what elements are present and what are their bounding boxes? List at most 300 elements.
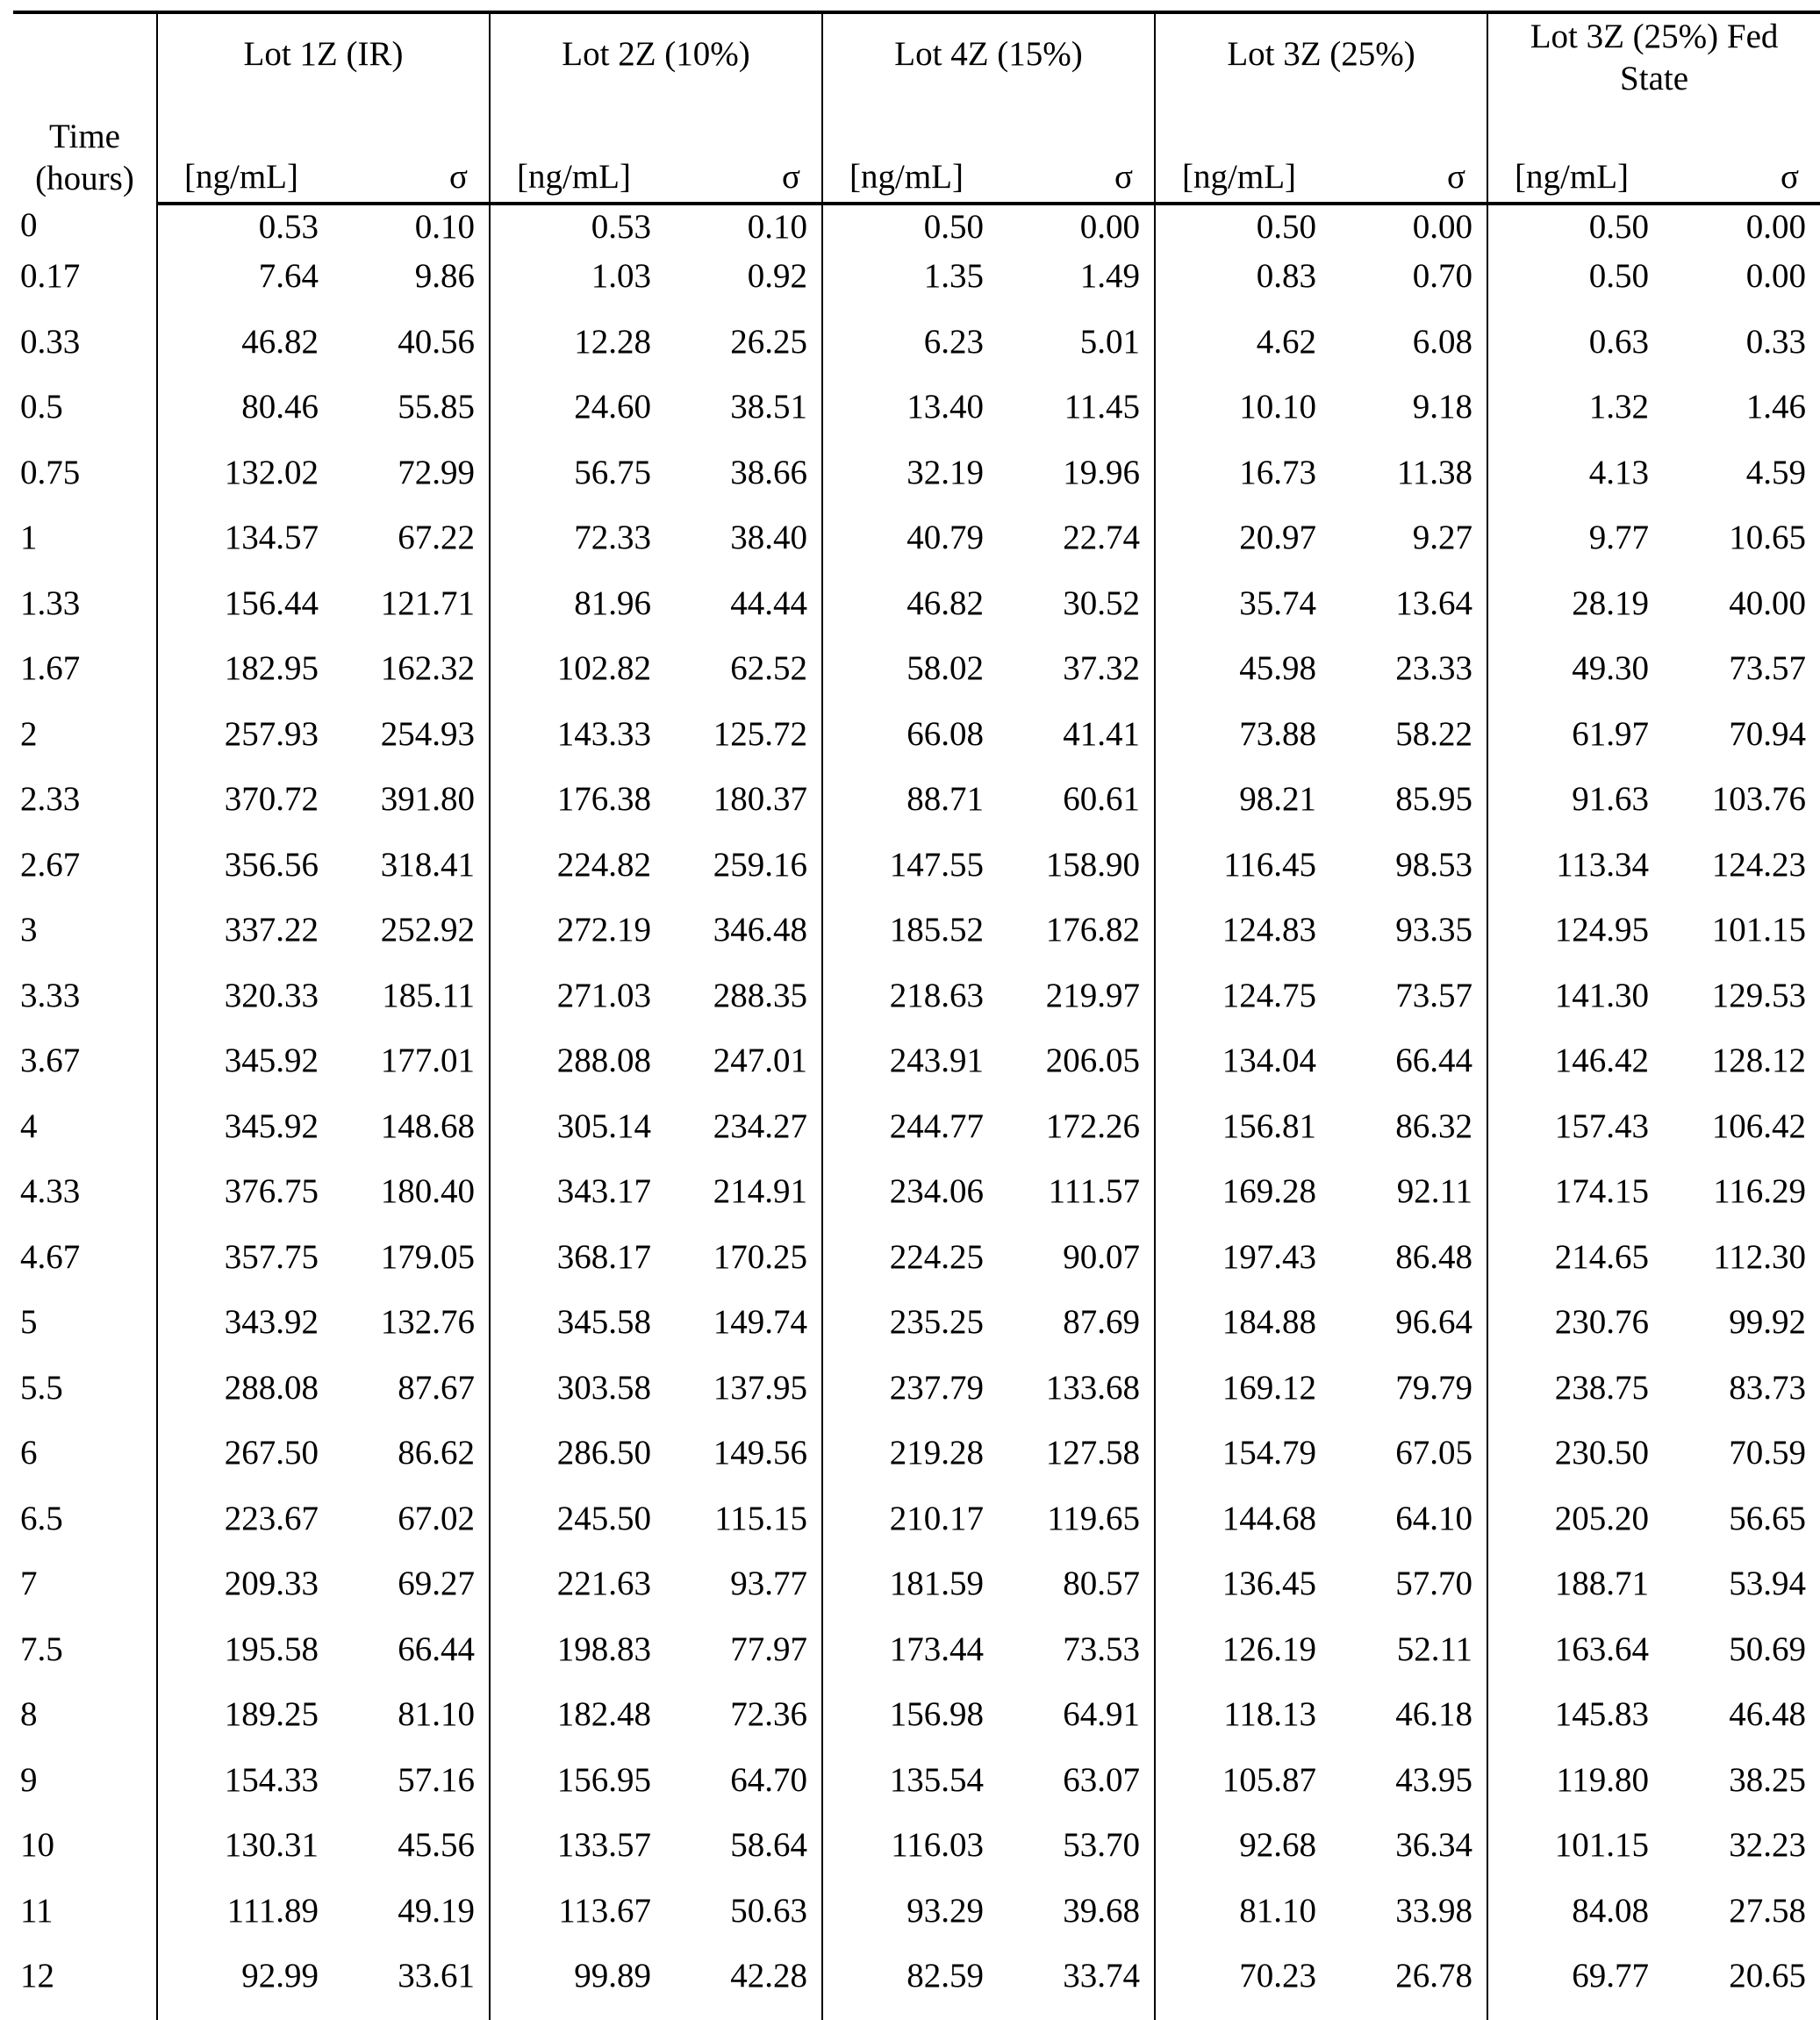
sigma-cell: 38.40: [665, 516, 822, 582]
concentration-cell: 116.03: [822, 1823, 998, 1889]
sigma-cell: 149.74: [665, 1300, 822, 1366]
concentration-cell: 156.95: [490, 1759, 665, 1824]
sigma-header: σ: [665, 156, 822, 204]
sigma-cell: 86.32: [1330, 1105, 1487, 1171]
sigma-cell: 4.59: [1663, 451, 1820, 517]
sigma-cell: 66.44: [1330, 1039, 1487, 1105]
concentration-cell: 82.59: [822, 1954, 998, 2020]
concentration-cell: 61.97: [1487, 713, 1663, 778]
concentration-cell: 197.43: [1155, 1236, 1330, 1301]
sigma-cell: 176.82: [998, 908, 1155, 974]
concentration-cell: 56.75: [490, 451, 665, 517]
sigma-cell: 38.66: [665, 451, 822, 517]
sigma-cell: 63.07: [998, 1759, 1155, 1824]
concentration-cell: 184.88: [1155, 1300, 1330, 1366]
time-cell: 0.75: [13, 451, 157, 517]
sigma-cell: 124.23: [1663, 843, 1820, 909]
concentration-cell: 101.15: [1487, 1823, 1663, 1889]
concentration-cell: 173.44: [822, 1628, 998, 1694]
concentration-cell: 219.28: [822, 1431, 998, 1497]
table-row: [13, 974, 1820, 1040]
concentration-cell: 224.82: [490, 843, 665, 909]
sigma-cell: 67.05: [1330, 1431, 1487, 1497]
concentration-cell: 234.06: [822, 1170, 998, 1236]
concentration-cell: 0.53: [490, 204, 665, 254]
sigma-cell: 42.28: [665, 1954, 822, 2020]
sigma-cell: 33.61: [333, 1954, 490, 2020]
time-cell: 1: [13, 516, 157, 582]
table-row: [13, 516, 1820, 582]
concentration-unit-header: [ng/mL]: [157, 156, 333, 204]
concentration-cell: 224.25: [822, 1236, 998, 1301]
sigma-cell: 67.22: [333, 516, 490, 582]
time-cell: 0: [13, 204, 157, 254]
sigma-cell: 45.56: [333, 1823, 490, 1889]
concentration-cell: 69.77: [1487, 1954, 1663, 2020]
sigma-cell: 99.92: [1663, 1300, 1820, 1366]
table-row: [13, 1431, 1820, 1497]
concentration-cell: 113.67: [490, 1889, 665, 1955]
sigma-cell: 60.61: [998, 777, 1155, 843]
sigma-cell: 90.07: [998, 1236, 1155, 1301]
sigma-cell: 158.90: [998, 843, 1155, 909]
lot-header: Lot 4Z (15%): [822, 12, 1155, 156]
concentration-cell: 92.99: [157, 1954, 333, 2020]
concentration-cell: 154.79: [1155, 1431, 1330, 1497]
sigma-cell: 77.97: [665, 1628, 822, 1694]
sigma-cell: 0.10: [665, 204, 822, 254]
sigma-cell: 1.46: [1663, 385, 1820, 451]
concentration-cell: 288.08: [157, 1366, 333, 1432]
concentration-cell: 99.89: [490, 1954, 665, 2020]
sigma-cell: 46.18: [1330, 1693, 1487, 1759]
concentration-cell: 133.57: [490, 1823, 665, 1889]
sigma-cell: 46.48: [1663, 1693, 1820, 1759]
sigma-cell: 53.94: [1663, 1562, 1820, 1628]
time-cell: 11: [13, 1889, 157, 1955]
concentration-cell: 244.77: [822, 1105, 998, 1171]
concentration-cell: 356.56: [157, 843, 333, 909]
concentration-cell: 20.97: [1155, 516, 1330, 582]
pharmacokinetic-data-table: [13, 11, 1820, 2020]
table-row: [13, 1105, 1820, 1171]
sigma-cell: 73.57: [1330, 974, 1487, 1040]
concentration-cell: 188.71: [1487, 1562, 1663, 1628]
time-cell: 10: [13, 1823, 157, 1889]
time-cell: 2.67: [13, 843, 157, 909]
concentration-cell: 156.98: [822, 1693, 998, 1759]
concentration-cell: 303.58: [490, 1366, 665, 1432]
sigma-cell: 69.27: [333, 1562, 490, 1628]
time-header: Time (hours): [13, 12, 157, 204]
sigma-cell: 172.26: [998, 1105, 1155, 1171]
table-row: [13, 647, 1820, 713]
sigma-cell: 92.11: [1330, 1170, 1487, 1236]
sigma-cell: 52.11: [1330, 1628, 1487, 1694]
concentration-cell: 210.17: [822, 1497, 998, 1563]
sigma-cell: 10.65: [1663, 516, 1820, 582]
concentration-cell: 135.54: [822, 1759, 998, 1824]
sigma-cell: 132.76: [333, 1300, 490, 1366]
table-row: [13, 1300, 1820, 1366]
table-row: [13, 777, 1820, 843]
table-body: [13, 204, 1820, 2020]
sigma-cell: 101.15: [1663, 908, 1820, 974]
sigma-cell: 86.48: [1330, 1236, 1487, 1301]
sigma-cell: 129.53: [1663, 974, 1820, 1040]
sigma-cell: 116.29: [1663, 1170, 1820, 1236]
sigma-cell: 26.78: [1330, 1954, 1487, 2020]
concentration-cell: 80.46: [157, 385, 333, 451]
sigma-cell: 11.45: [998, 385, 1155, 451]
concentration-cell: 0.50: [822, 204, 998, 254]
sigma-cell: 219.97: [998, 974, 1155, 1040]
sigma-cell: 9.86: [333, 254, 490, 320]
sigma-cell: 0.00: [1663, 204, 1820, 254]
table-row: [13, 1170, 1820, 1236]
sigma-cell: 214.91: [665, 1170, 822, 1236]
table-row: [13, 1823, 1820, 1889]
concentration-cell: 143.33: [490, 713, 665, 778]
sigma-cell: 0.10: [333, 204, 490, 254]
sigma-cell: 70.59: [1663, 1431, 1820, 1497]
concentration-cell: 45.98: [1155, 647, 1330, 713]
concentration-cell: 126.19: [1155, 1628, 1330, 1694]
concentration-cell: 345.92: [157, 1105, 333, 1171]
sigma-cell: 0.33: [1663, 320, 1820, 386]
time-cell: 3.33: [13, 974, 157, 1040]
concentration-cell: 124.95: [1487, 908, 1663, 974]
sigma-cell: 125.72: [665, 713, 822, 778]
sigma-cell: 346.48: [665, 908, 822, 974]
sigma-cell: 133.68: [998, 1366, 1155, 1432]
sigma-cell: 111.57: [998, 1170, 1155, 1236]
time-cell: 7: [13, 1562, 157, 1628]
sigma-cell: 112.30: [1663, 1236, 1820, 1301]
sigma-cell: 13.64: [1330, 582, 1487, 648]
concentration-cell: 320.33: [157, 974, 333, 1040]
sigma-cell: 1.49: [998, 254, 1155, 320]
concentration-cell: 1.03: [490, 254, 665, 320]
sigma-cell: 93.77: [665, 1562, 822, 1628]
concentration-cell: 12.28: [490, 320, 665, 386]
time-cell: 1.67: [13, 647, 157, 713]
concentration-cell: 195.58: [157, 1628, 333, 1694]
concentration-cell: 134.57: [157, 516, 333, 582]
concentration-cell: 28.19: [1487, 582, 1663, 648]
time-cell: 3: [13, 908, 157, 974]
concentration-unit-header: [ng/mL]: [1487, 156, 1663, 204]
concentration-cell: 182.95: [157, 647, 333, 713]
sigma-cell: 22.74: [998, 516, 1155, 582]
sigma-cell: 318.41: [333, 843, 490, 909]
lot-header: Lot 2Z (10%): [490, 12, 822, 156]
sigma-cell: 127.58: [998, 1431, 1155, 1497]
sigma-cell: 93.35: [1330, 908, 1487, 974]
sigma-cell: 252.92: [333, 908, 490, 974]
table-row: [13, 1236, 1820, 1301]
concentration-cell: 0.50: [1487, 254, 1663, 320]
sigma-cell: 98.53: [1330, 843, 1487, 909]
sigma-cell: 37.32: [998, 647, 1155, 713]
concentration-cell: 118.13: [1155, 1693, 1330, 1759]
concentration-cell: 272.19: [490, 908, 665, 974]
sigma-cell: 83.73: [1663, 1366, 1820, 1432]
concentration-cell: 147.55: [822, 843, 998, 909]
concentration-cell: 343.92: [157, 1300, 333, 1366]
table-row: [13, 320, 1820, 386]
sigma-cell: 33.74: [998, 1954, 1155, 2020]
sigma-cell: 0.92: [665, 254, 822, 320]
concentration-cell: 0.53: [157, 204, 333, 254]
sigma-cell: 58.64: [665, 1823, 822, 1889]
sigma-cell: 66.44: [333, 1628, 490, 1694]
concentration-cell: 7.64: [157, 254, 333, 320]
concentration-cell: 189.25: [157, 1693, 333, 1759]
sigma-cell: 79.79: [1330, 1366, 1487, 1432]
concentration-cell: 146.42: [1487, 1039, 1663, 1105]
sigma-cell: 85.95: [1330, 777, 1487, 843]
time-cell: 9: [13, 1759, 157, 1824]
sigma-cell: 32.23: [1663, 1823, 1820, 1889]
sigma-cell: 137.95: [665, 1366, 822, 1432]
time-cell: 0.17: [13, 254, 157, 320]
sigma-cell: 254.93: [333, 713, 490, 778]
sigma-cell: 41.41: [998, 713, 1155, 778]
concentration-cell: 288.08: [490, 1039, 665, 1105]
sigma-cell: 57.16: [333, 1759, 490, 1824]
sigma-cell: 64.91: [998, 1693, 1155, 1759]
sigma-cell: 96.64: [1330, 1300, 1487, 1366]
concentration-cell: 124.83: [1155, 908, 1330, 974]
table-row: [13, 451, 1820, 517]
sigma-cell: 64.10: [1330, 1497, 1487, 1563]
sigma-cell: 40.00: [1663, 582, 1820, 648]
concentration-cell: 368.17: [490, 1236, 665, 1301]
sigma-cell: 20.65: [1663, 1954, 1820, 2020]
sigma-cell: 9.18: [1330, 385, 1487, 451]
sigma-cell: 39.68: [998, 1889, 1155, 1955]
sigma-cell: 44.44: [665, 582, 822, 648]
concentration-cell: 257.93: [157, 713, 333, 778]
concentration-cell: 271.03: [490, 974, 665, 1040]
sigma-cell: 27.58: [1663, 1889, 1820, 1955]
sigma-cell: 38.51: [665, 385, 822, 451]
concentration-cell: 185.52: [822, 908, 998, 974]
sigma-cell: 81.10: [333, 1693, 490, 1759]
concentration-cell: 174.15: [1487, 1170, 1663, 1236]
concentration-cell: 0.63: [1487, 320, 1663, 386]
concentration-cell: 124.75: [1155, 974, 1330, 1040]
header-row-lots: [13, 12, 1820, 156]
table-row: [13, 254, 1820, 320]
concentration-cell: 81.96: [490, 582, 665, 648]
concentration-cell: 91.63: [1487, 777, 1663, 843]
sigma-cell: 170.25: [665, 1236, 822, 1301]
sigma-cell: 72.99: [333, 451, 490, 517]
concentration-cell: 113.34: [1487, 843, 1663, 909]
time-cell: 6.5: [13, 1497, 157, 1563]
sigma-cell: 177.01: [333, 1039, 490, 1105]
sigma-header: σ: [1663, 156, 1820, 204]
concentration-cell: 205.20: [1487, 1497, 1663, 1563]
table-row: [13, 843, 1820, 909]
table-row: [13, 582, 1820, 648]
concentration-cell: 230.50: [1487, 1431, 1663, 1497]
table-row: [13, 385, 1820, 451]
table-row: [13, 1628, 1820, 1694]
sigma-cell: 119.65: [998, 1497, 1155, 1563]
sigma-cell: 67.02: [333, 1497, 490, 1563]
time-cell: 3.67: [13, 1039, 157, 1105]
sigma-cell: 103.76: [1663, 777, 1820, 843]
sigma-cell: 38.25: [1663, 1759, 1820, 1824]
lot-header: Lot 1Z (IR): [157, 12, 490, 156]
concentration-cell: 230.76: [1487, 1300, 1663, 1366]
table-row: [13, 1889, 1820, 1955]
concentration-cell: 24.60: [490, 385, 665, 451]
concentration-cell: 1.32: [1487, 385, 1663, 451]
concentration-cell: 156.81: [1155, 1105, 1330, 1171]
sigma-cell: 115.15: [665, 1497, 822, 1563]
table-row: [13, 1693, 1820, 1759]
concentration-cell: 218.63: [822, 974, 998, 1040]
concentration-cell: 169.12: [1155, 1366, 1330, 1432]
concentration-cell: 46.82: [157, 320, 333, 386]
concentration-cell: 345.58: [490, 1300, 665, 1366]
concentration-cell: 163.64: [1487, 1628, 1663, 1694]
sigma-cell: 179.05: [333, 1236, 490, 1301]
concentration-cell: 237.79: [822, 1366, 998, 1432]
time-cell: 4.33: [13, 1170, 157, 1236]
concentration-cell: 81.10: [1155, 1889, 1330, 1955]
concentration-cell: 169.28: [1155, 1170, 1330, 1236]
concentration-cell: 337.22: [157, 908, 333, 974]
sigma-cell: 80.57: [998, 1562, 1155, 1628]
sigma-cell: 288.35: [665, 974, 822, 1040]
sigma-cell: 50.63: [665, 1889, 822, 1955]
concentration-cell: 1.35: [822, 254, 998, 320]
sigma-cell: 49.19: [333, 1889, 490, 1955]
sigma-cell: 259.16: [665, 843, 822, 909]
sigma-cell: 180.37: [665, 777, 822, 843]
sigma-cell: 87.69: [998, 1300, 1155, 1366]
concentration-cell: 243.91: [822, 1039, 998, 1105]
table-row: [13, 1759, 1820, 1824]
sigma-header: σ: [333, 156, 490, 204]
sigma-cell: 0.00: [1330, 204, 1487, 254]
concentration-cell: 144.68: [1155, 1497, 1330, 1563]
concentration-cell: 49.30: [1487, 647, 1663, 713]
sigma-cell: 148.68: [333, 1105, 490, 1171]
table-row: [13, 204, 1820, 254]
sigma-cell: 72.36: [665, 1693, 822, 1759]
concentration-cell: 35.74: [1155, 582, 1330, 648]
sigma-cell: 162.32: [333, 647, 490, 713]
concentration-cell: 4.13: [1487, 451, 1663, 517]
concentration-cell: 132.02: [157, 451, 333, 517]
concentration-cell: 157.43: [1487, 1105, 1663, 1171]
sigma-cell: 128.12: [1663, 1039, 1820, 1105]
concentration-cell: 136.45: [1155, 1562, 1330, 1628]
sigma-cell: 53.70: [998, 1823, 1155, 1889]
sigma-cell: 36.34: [1330, 1823, 1487, 1889]
sigma-cell: 391.80: [333, 777, 490, 843]
sigma-cell: 149.56: [665, 1431, 822, 1497]
time-cell: 4: [13, 1105, 157, 1171]
concentration-cell: 98.21: [1155, 777, 1330, 843]
concentration-cell: 267.50: [157, 1431, 333, 1497]
table-row: [13, 1562, 1820, 1628]
concentration-cell: 0.83: [1155, 254, 1330, 320]
lot-header: Lot 3Z (25%) Fed State: [1487, 12, 1820, 156]
table-row: [13, 1366, 1820, 1432]
time-cell: 12: [13, 1954, 157, 2020]
lot-header: Lot 3Z (25%): [1155, 12, 1487, 156]
sigma-cell: 43.95: [1330, 1759, 1487, 1824]
time-cell: 5: [13, 1300, 157, 1366]
concentration-cell: 72.33: [490, 516, 665, 582]
sigma-cell: 185.11: [333, 974, 490, 1040]
concentration-cell: 102.82: [490, 647, 665, 713]
concentration-cell: 66.08: [822, 713, 998, 778]
concentration-cell: 182.48: [490, 1693, 665, 1759]
sigma-cell: 206.05: [998, 1039, 1155, 1105]
sigma-cell: 234.27: [665, 1105, 822, 1171]
concentration-cell: 70.23: [1155, 1954, 1330, 2020]
concentration-cell: 13.40: [822, 385, 998, 451]
sigma-cell: 57.70: [1330, 1562, 1487, 1628]
sigma-cell: 73.53: [998, 1628, 1155, 1694]
concentration-cell: 181.59: [822, 1562, 998, 1628]
sigma-cell: 87.67: [333, 1366, 490, 1432]
concentration-cell: 343.17: [490, 1170, 665, 1236]
concentration-cell: 32.19: [822, 451, 998, 517]
concentration-unit-header: [ng/mL]: [1155, 156, 1330, 204]
sigma-cell: 50.69: [1663, 1628, 1820, 1694]
concentration-cell: 84.08: [1487, 1889, 1663, 1955]
sigma-cell: 0.00: [1663, 254, 1820, 320]
concentration-cell: 245.50: [490, 1497, 665, 1563]
sigma-cell: 64.70: [665, 1759, 822, 1824]
concentration-cell: 40.79: [822, 516, 998, 582]
concentration-cell: 376.75: [157, 1170, 333, 1236]
concentration-cell: 92.68: [1155, 1823, 1330, 1889]
sigma-cell: 0.70: [1330, 254, 1487, 320]
concentration-cell: 116.45: [1155, 843, 1330, 909]
concentration-cell: 130.31: [157, 1823, 333, 1889]
concentration-cell: 0.50: [1487, 204, 1663, 254]
concentration-cell: 16.73: [1155, 451, 1330, 517]
sigma-cell: 26.25: [665, 320, 822, 386]
sigma-cell: 55.85: [333, 385, 490, 451]
concentration-cell: 370.72: [157, 777, 333, 843]
sigma-header: σ: [998, 156, 1155, 204]
concentration-cell: 119.80: [1487, 1759, 1663, 1824]
time-cell: 2.33: [13, 777, 157, 843]
concentration-cell: 4.62: [1155, 320, 1330, 386]
concentration-cell: 176.38: [490, 777, 665, 843]
concentration-cell: 345.92: [157, 1039, 333, 1105]
concentration-cell: 214.65: [1487, 1236, 1663, 1301]
time-cell: 0.5: [13, 385, 157, 451]
time-cell: 0.33: [13, 320, 157, 386]
concentration-cell: 235.25: [822, 1300, 998, 1366]
sigma-cell: 106.42: [1663, 1105, 1820, 1171]
time-cell: 7.5: [13, 1628, 157, 1694]
concentration-cell: 0.50: [1155, 204, 1330, 254]
concentration-cell: 154.33: [157, 1759, 333, 1824]
